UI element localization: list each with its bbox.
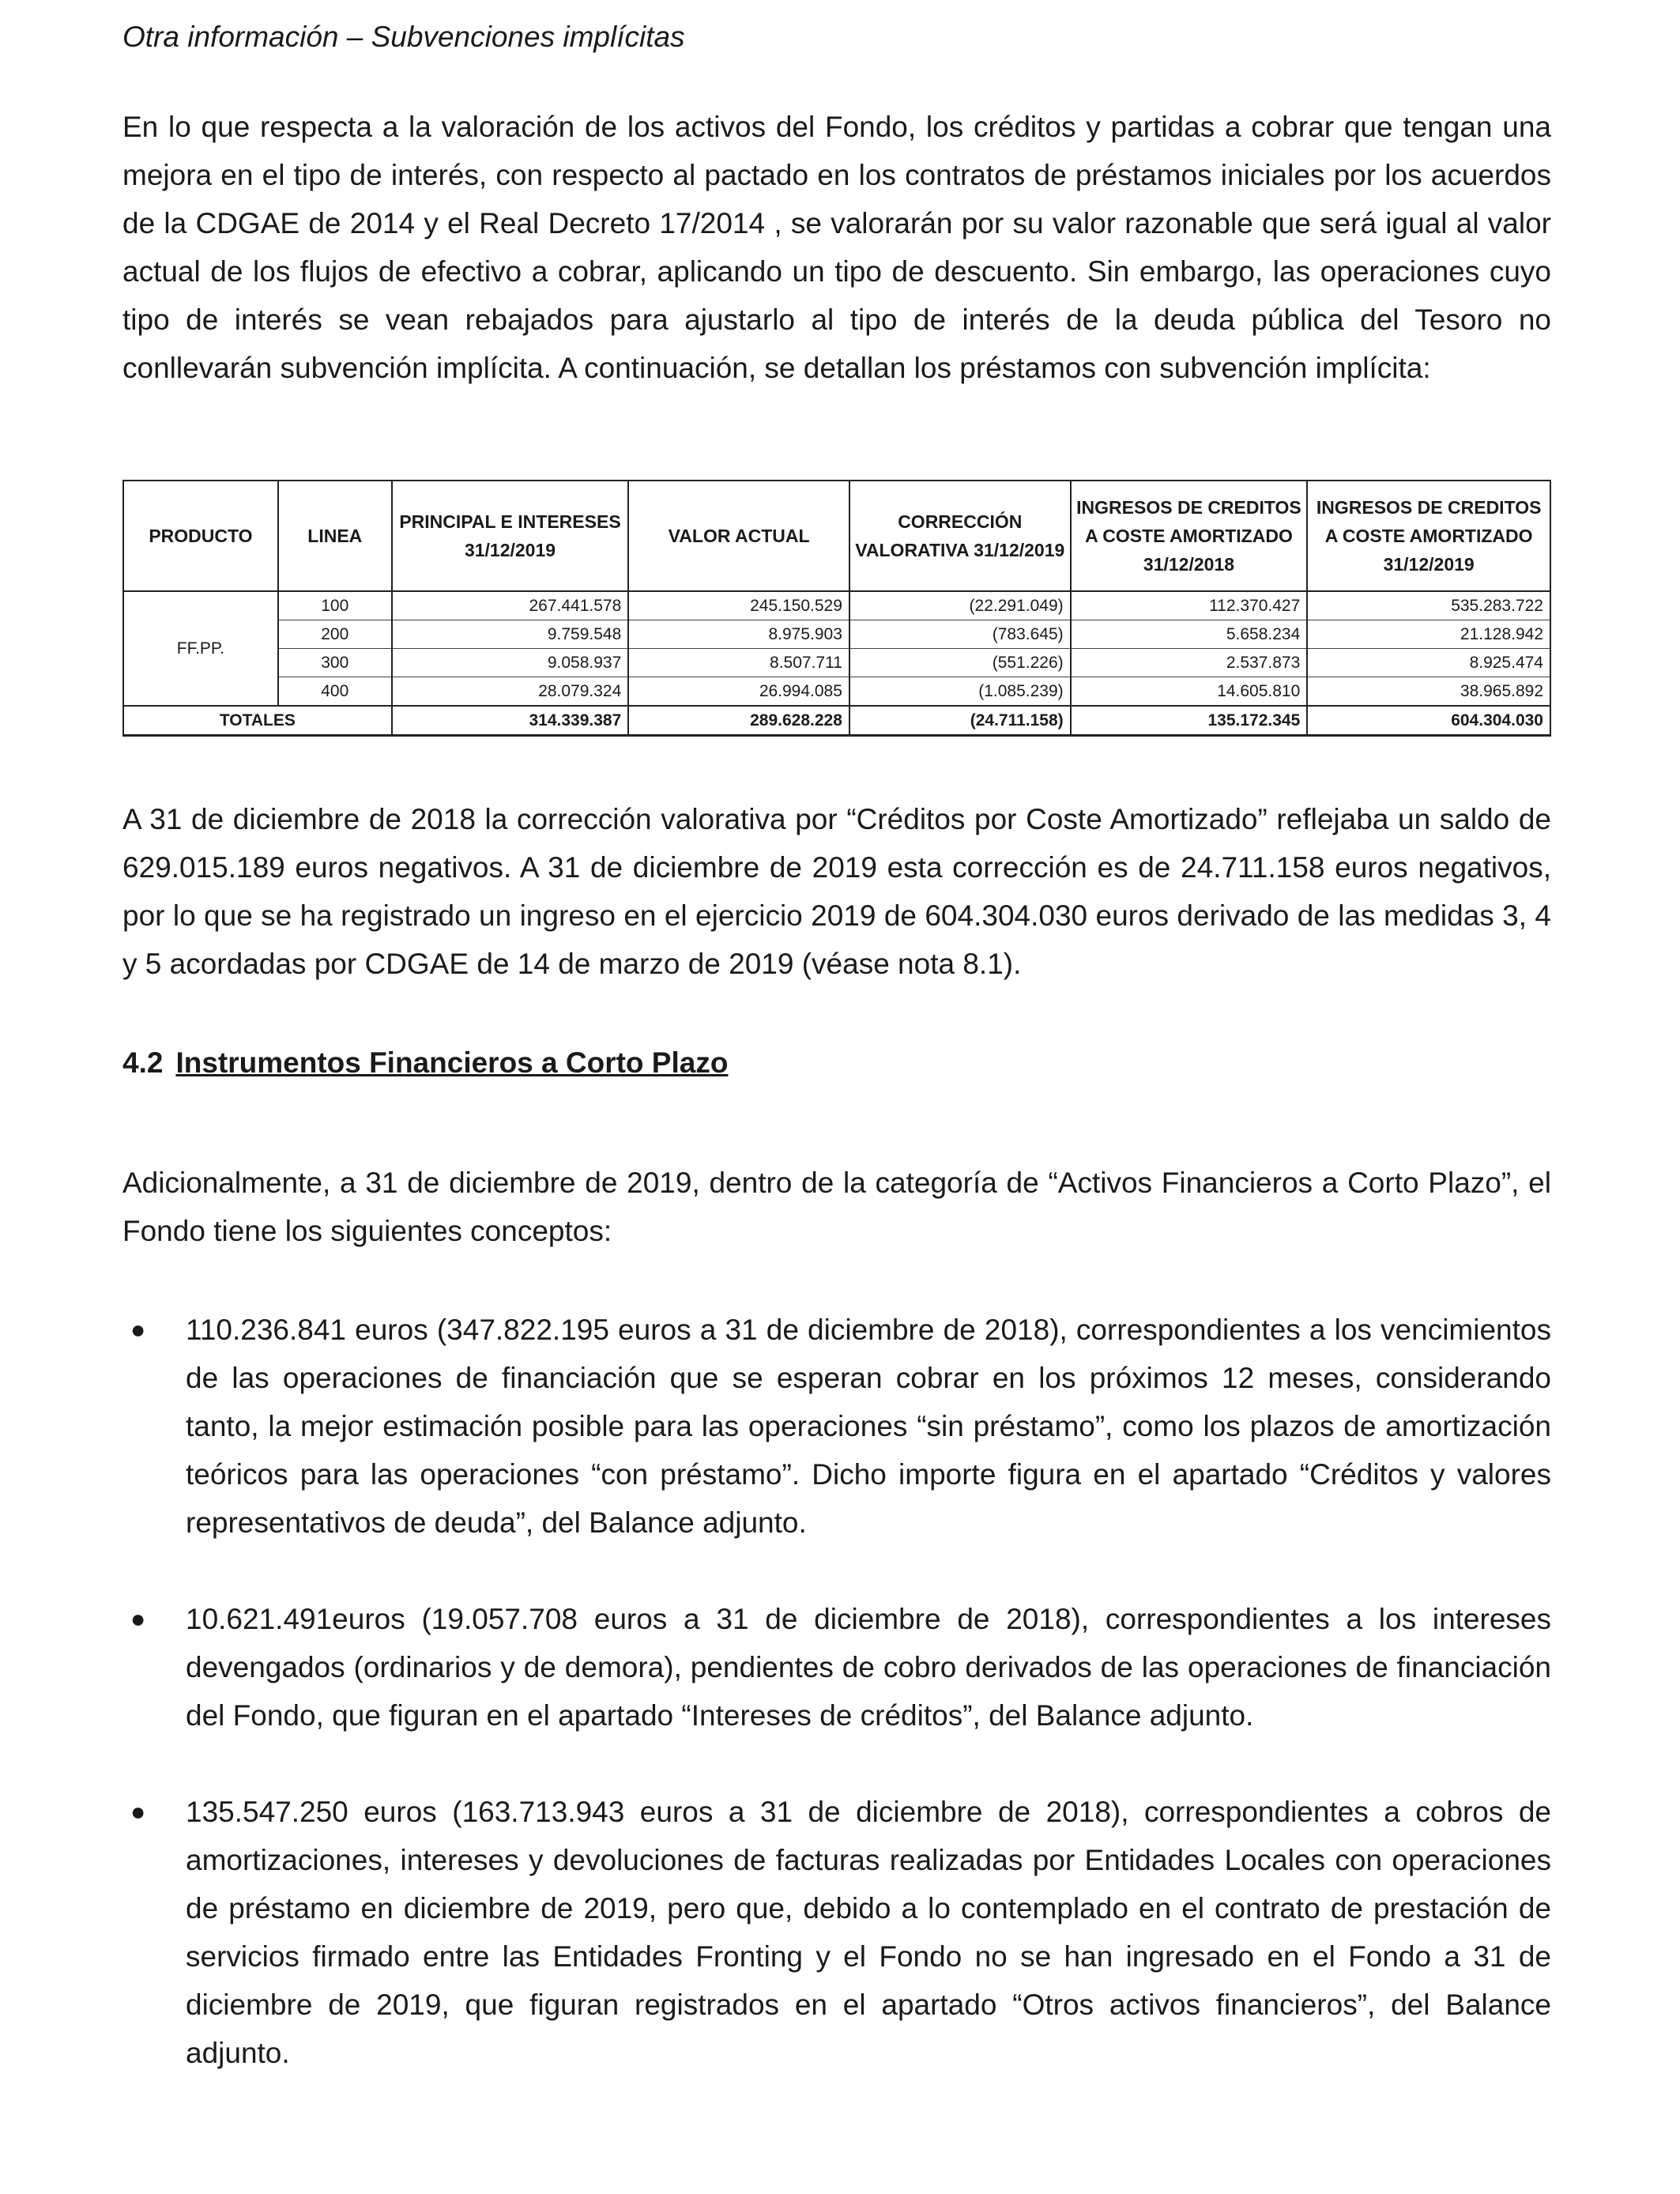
- cell-principal: 9.759.548: [392, 620, 629, 649]
- table-header-row: [123, 481, 1550, 591]
- cell-valor: 8.975.903: [628, 620, 849, 649]
- cell-correccion: (1.085.239): [849, 677, 1071, 707]
- cell-ingresos-2019: 535.283.722: [1307, 591, 1550, 620]
- section-heading: [122, 1043, 728, 1083]
- page-header: Otra información – Subvenciones implícitas: [122, 21, 685, 53]
- cell-valor: 245.150.529: [628, 591, 849, 620]
- cell-ingresos-2018: 112.370.427: [1071, 591, 1308, 620]
- intro-paragraph: En lo que respecta a la valoración de los activos del Fondo, los créditos y partidas a cobrar que tengan una mejora en el tipo de interés, con respecto al pactado en los contratos de préstamos iniciales por los acuerdos de la CDGAE de 2014 y el Real Decreto 17/2014 , se valorarán por su valor razonable que será igual al valor actual de los flujos de efectivo a cobrar, aplicando un tipo de descuento. Sin embargo, las operaciones cuyo tipo de interés se vean rebajados para ajustarlo al tipo de interés de la deuda pública del Tesoro no conllevarán subvención implícita. A continuación, se detallan los préstamos con subvención implícita:: [122, 111, 1551, 384]
- table-row: [123, 591, 1550, 620]
- total-correccion: (24.711.158): [849, 706, 1071, 736]
- bullet-icon: ●: [130, 1315, 146, 1344]
- table-row: [123, 649, 1550, 677]
- cell-principal: 267.441.578: [392, 591, 629, 620]
- total-principal: 314.339.387: [392, 706, 629, 736]
- cell-principal: 9.058.937: [392, 649, 629, 677]
- total-ingresos-2018: 135.172.345: [1071, 706, 1308, 736]
- cell-correccion: (783.645): [849, 620, 1071, 649]
- concepts-list: [122, 1306, 1551, 2125]
- section-title: Instrumentos Financieros a Corto Plazo: [175, 1046, 729, 1079]
- list-item-text: 10.621.491euros (19.057.708 euros a 31 de diciembre de 2018), correspondientes a los intereses devengados (ordinarios y de demora), pendientes de cobro derivados de las operaciones de financiación del Fondo, que figuran en el apartado “Intereses de créditos”, del Balance adjunto.: [186, 1603, 1551, 1732]
- totals-row: [123, 706, 1550, 736]
- section-number: 4.2: [122, 1046, 164, 1079]
- cell-ingresos-2019: 21.128.942: [1307, 620, 1550, 649]
- cell-ingresos-2018: 14.605.810: [1071, 677, 1308, 707]
- cell-correccion: (22.291.049): [849, 591, 1071, 620]
- list-item: [122, 1595, 1551, 1740]
- correction-paragraph: A 31 de diciembre de 2018 la corrección valorativa por “Créditos por Coste Amortizado” reflejaba un saldo de 629.015.189 euros negativos. A 31 de diciembre de 2019 esta corrección es de 24.711.158 euros negativos, por lo que se ha registrado un ingreso en el ejercicio 2019 de 604.304.030 euros derivado de las medidas 3, 4 y 5 acordadas por CDGAE de 14 de marzo de 2019 (véase nota 8.1).: [122, 803, 1551, 980]
- cell-linea: 200: [278, 620, 392, 649]
- table-row: [123, 677, 1550, 707]
- cell-ingresos-2019: 8.925.474: [1307, 649, 1550, 677]
- cell-producto: FF.PP.: [123, 591, 278, 706]
- list-item: [122, 1306, 1551, 1547]
- total-valor: 289.628.228: [628, 706, 849, 736]
- cell-linea: 300: [278, 649, 392, 677]
- header-principal: PRINCIPAL E INTERESES 31/12/2019: [392, 481, 629, 591]
- header-linea: LINEA: [278, 481, 392, 591]
- bullet-icon: ●: [130, 1604, 146, 1633]
- cell-ingresos-2018: 5.658.234: [1071, 620, 1308, 649]
- short-term-intro: Adicionalmente, a 31 de diciembre de 2019, dentro de la categoría de “Activos Financieros a Corto Plazo”, el Fondo tiene los siguientes conceptos:: [122, 1167, 1551, 1247]
- header-valor-actual: VALOR ACTUAL: [628, 481, 849, 591]
- list-item-text: 110.236.841 euros (347.822.195 euros a 31 de diciembre de 2018), correspondientes a los vencimientos de las operaciones de financiación que se esperan cobrar en los próximos 12 meses, considerando tanto, la mejor estimación posible para las operaciones “sin préstamo”, como los plazos de amortización teóricos para las operaciones “con préstamo”. Dicho importe figura en el apartado “Créditos y valores representativos de deuda”, del Balance adjunto.: [186, 1314, 1551, 1539]
- header-ingresos-2019: INGRESOS DE CREDITOS A COSTE AMORTIZADO 31/12/2019: [1307, 481, 1550, 591]
- cell-ingresos-2018: 2.537.873: [1071, 649, 1308, 677]
- cell-linea: 400: [278, 677, 392, 707]
- cell-linea: 100: [278, 591, 392, 620]
- totals-label: TOTALES: [123, 706, 392, 736]
- subsidy-table: [122, 480, 1551, 737]
- bullet-icon: ●: [130, 1797, 146, 1826]
- header-ingresos-2018: INGRESOS DE CREDITOS A COSTE AMORTIZADO 31/12/2018: [1071, 481, 1308, 591]
- header-correccion: CORRECCIÓN VALORATIVA 31/12/2019: [849, 481, 1071, 591]
- list-item: [122, 1788, 1551, 2077]
- cell-valor: 26.994.085: [628, 677, 849, 707]
- total-ingresos-2019: 604.304.030: [1307, 706, 1550, 736]
- cell-correccion: (551.226): [849, 649, 1071, 677]
- cell-valor: 8.507.711: [628, 649, 849, 677]
- header-producto: PRODUCTO: [123, 481, 278, 591]
- table-row: [123, 620, 1550, 649]
- list-item-text: 135.547.250 euros (163.713.943 euros a 31 de diciembre de 2018), correspondientes a cobros de amortizaciones, intereses y devoluciones de facturas realizadas por Entidades Locales con operaciones de préstamo en diciembre de 2019, pero que, debido a lo contemplado en el contrato de prestación de servicios firmado entre las Entidades Fronting y el Fondo no se han ingresado en el Fondo a 31 de diciembre de 2019, que figuran registrados en el apartado “Otros activos financieros”, del Balance adjunto.: [186, 1796, 1551, 2069]
- cell-ingresos-2019: 38.965.892: [1307, 677, 1550, 707]
- cell-principal: 28.079.324: [392, 677, 629, 707]
